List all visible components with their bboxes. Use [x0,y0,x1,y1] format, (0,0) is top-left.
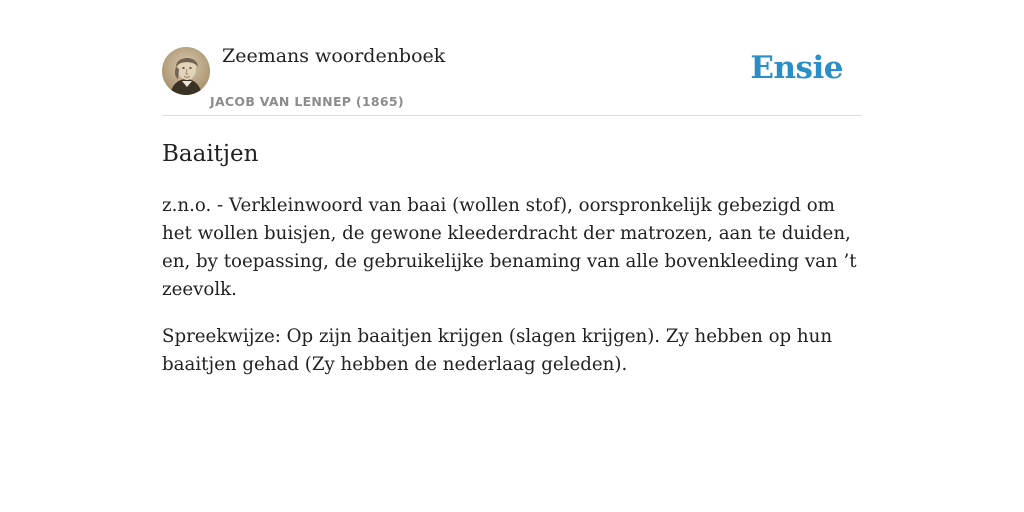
entry-definition: z.n.o. - Verkleinwoord van baai (wollen stof), oorspronkelijk gebezigd om het wollen buisjen, de gewone kleederdracht der matrozen, aan te duiden, en, by toepassing, de gebruikelijke benaming van alle bovenkleeding van ’t zeevolk. [162,195,857,300]
dictionary-header [162,0,862,116]
entry-content [162,138,862,379]
entry-expression: Spreekwijze: Op zijn baaitjen krijgen (slagen krijgen). Zy hebben op hun baaitjen gehad (Zy hebben de nederlaag geleden). [162,326,833,375]
dictionary-author: JACOB VAN LENNEP (1865) [210,94,404,109]
dictionary-title[interactable]: Zeemans woordenboek [222,45,446,67]
portrait-icon [162,47,210,95]
brand-logo[interactable]: Ensie [750,50,843,86]
entry-title: Baaitjen [162,141,259,167]
author-avatar[interactable] [162,47,210,95]
